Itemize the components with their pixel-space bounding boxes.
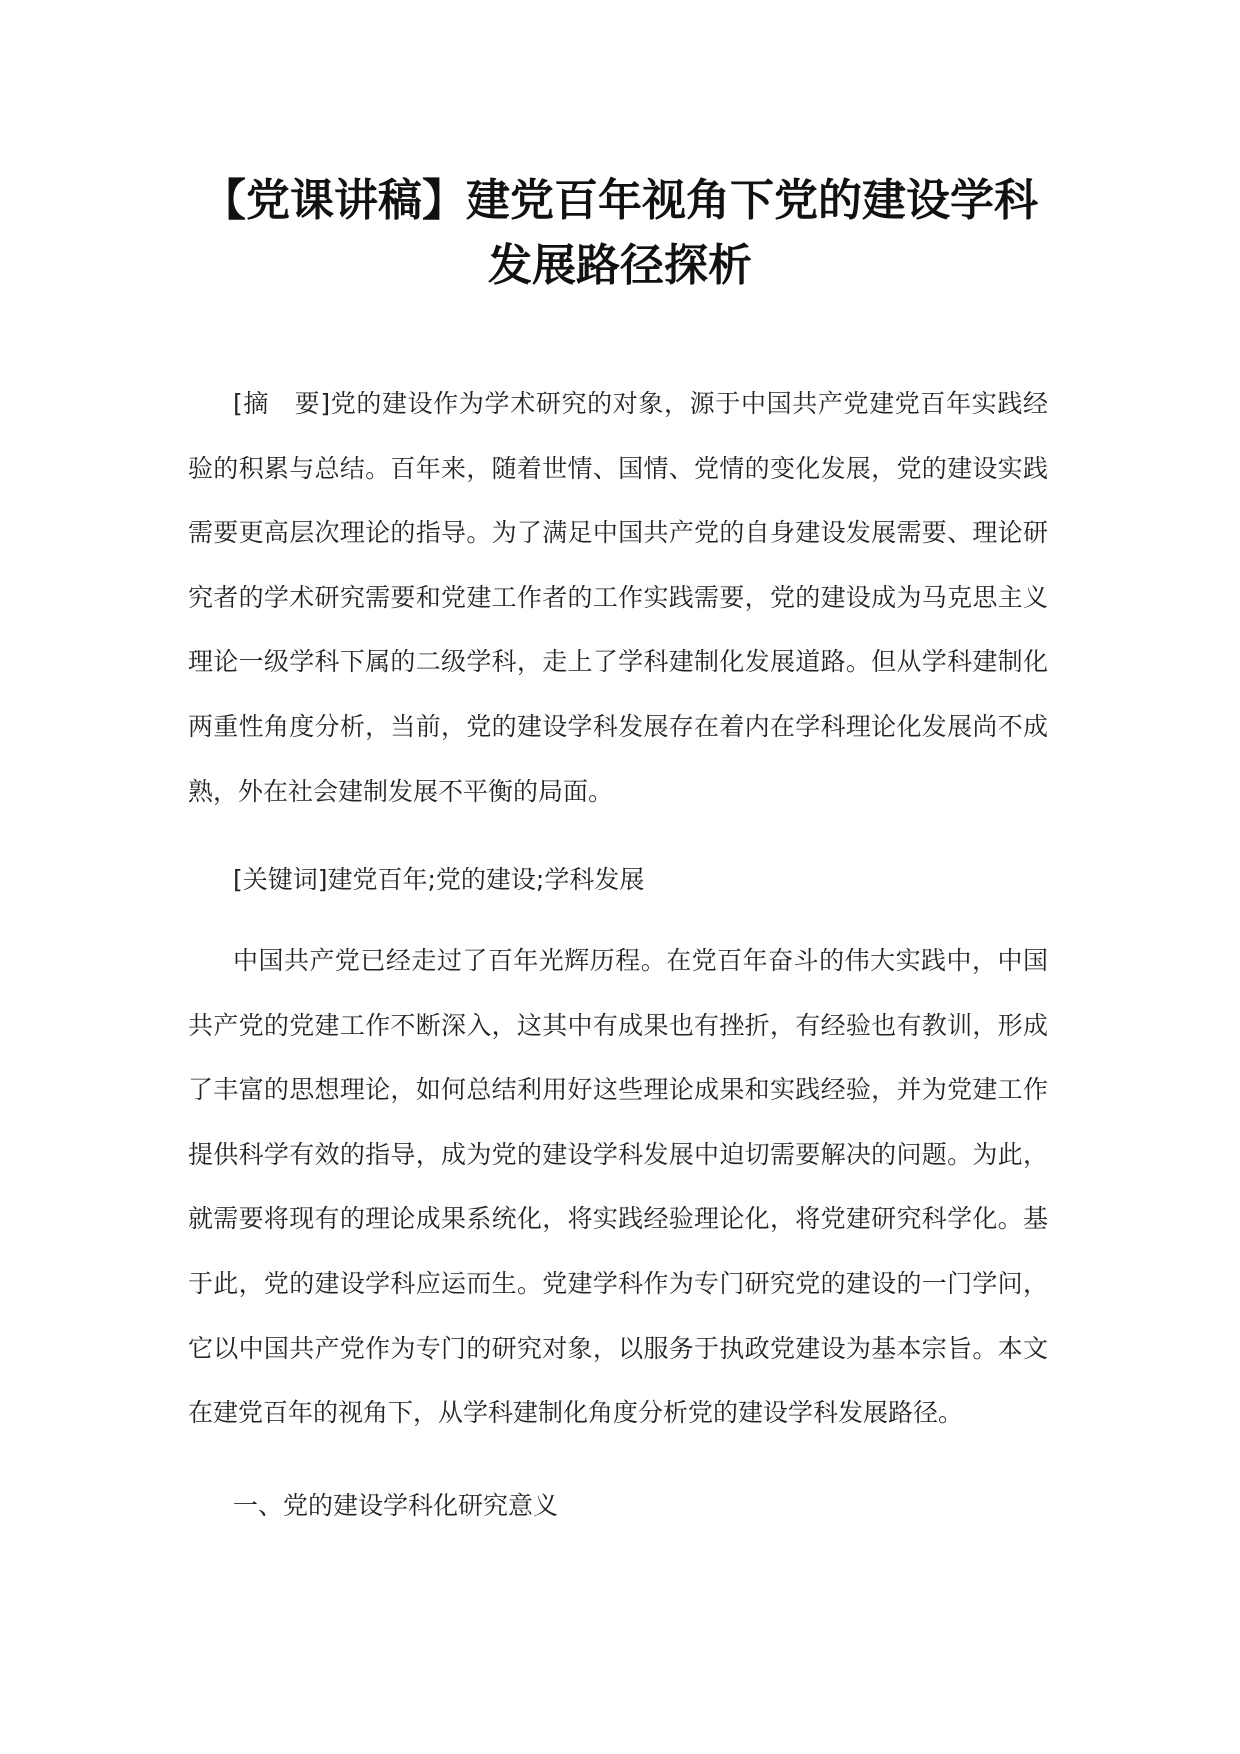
document-title-line-1: 【党课讲稿】建党百年视角下党的建设学科 — [202, 175, 1038, 226]
abstract-paragraph: [摘 要]党的建设作为学术研究的对象，源于中国共产党建党百年实践经验的积累与总结。百年来，随着世情、国情、党情的变化发展，党的建设实践需要更高层次理论的指导。为了满足中国共产党的自身建设发展需要、理论研究者的学术研究需要和党建工作者的工作实践需要，党的建设成为马克思主义理论一级学科下属的二级学科，走上了学科建制化发展道路。但从学科建制化两重性角度分析，当前，党的建设学科发展存在着内在学科理论化发展尚不成熟，外在社会建制发展不平衡的局面。 — [188, 389, 1048, 806]
section-heading: 一、党的建设学科化研究意义 — [233, 1491, 559, 1520]
intro-paragraph: 中国共产党已经走过了百年光辉历程。在党百年奋斗的伟大实践中，中国共产党的党建工作不断深入，这其中有成果也有挫折，有经验也有教训，形成了丰富的思想理论，如何总结利用好这些理论成果和实践经验，并为党建工作提供科学有效的指导，成为党的建设学科发展中迫切需要解决的问题。为此，就需要将现有的理论成果系统化，将实践经验理论化，将党建研究科学化。基于此，党的建设学科应运而生。党建学科作为专门研究党的建设的一门学问，它以中国共产党作为专门的研究对象，以服务于执政党建设为基本宗旨。本文在建党百年的视角下，从学科建制化角度分析党的建设学科发展路径。 — [188, 946, 1048, 1428]
document-title-line-2: 发展路径探析 — [488, 240, 752, 291]
keywords-paragraph: [关键词]建党百年;党的建设;学科发展 — [233, 865, 645, 894]
